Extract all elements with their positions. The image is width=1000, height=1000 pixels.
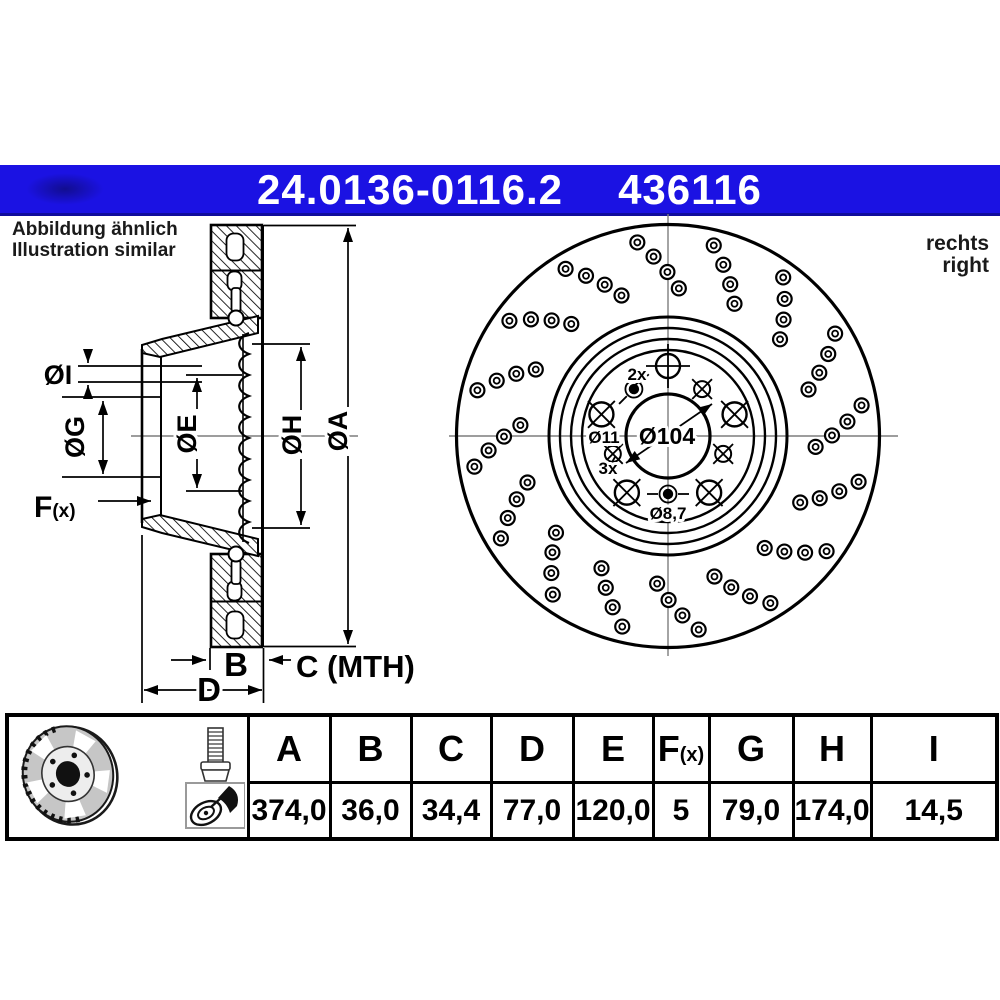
dim-label-d: D [197,671,221,708]
spec-value-c: 34,4 [411,783,491,839]
reference-number: 436116 [618,166,762,213]
dim-label-f: F(x) [34,491,76,524]
label-hole-d11: Ø11 [588,428,620,447]
product-icons [10,717,245,829]
illustration-note-de: Abbildung ähnlich [12,219,178,240]
spec-header-b: B [330,715,411,783]
spec-header-a: A [248,715,330,783]
label-qty-2: 2x [627,365,647,384]
product-icons-cell [7,715,248,839]
dim-label-a: ØA [323,410,353,452]
spec-header-g: G [709,715,793,783]
dim-label-i: ØI [43,360,73,390]
spec-value-a: 374,0 [248,783,330,839]
part-number: 24.0136-0116.2 [257,166,563,213]
label-hole-d87: Ø8,7 [649,504,687,523]
dim-label-h: ØH [277,414,307,456]
spec-header-c: C [411,715,491,783]
spec-header-i: I [871,715,997,783]
caliper-fitting-icon [186,783,245,829]
spec-value-f: 5 [653,783,709,839]
dimension-spec-table [5,713,999,841]
orientation-note-en: right [942,254,989,277]
label-pcd-d104: Ø104 [638,423,696,449]
illustration-note-en: Illustration similar [12,240,176,261]
screw-icon [201,728,230,781]
spec-header-e: E [573,715,653,783]
dim-label-g: ØG [60,415,90,459]
brake-disc-thumbnail-icon [12,717,129,829]
spec-header-d: D [491,715,573,783]
spec-value-g: 79,0 [709,783,793,839]
label-qty-3: 3x [598,459,618,478]
spec-value-h: 174,0 [793,783,871,839]
dimension-lines [62,226,356,704]
dim-label-b: B [224,646,248,683]
spec-value-e: 120,0 [573,783,653,839]
spec-value-b: 36,0 [330,783,411,839]
spec-value-d: 77,0 [491,783,573,839]
dim-label-c: C (MTH) [296,649,415,684]
dim-label-e: ØE [172,414,202,454]
orientation-note-de: rechts [925,232,989,255]
spec-header-f: F(x) [653,715,709,783]
spec-value-i: 14,5 [871,783,997,839]
spec-header-h: H [793,715,871,783]
